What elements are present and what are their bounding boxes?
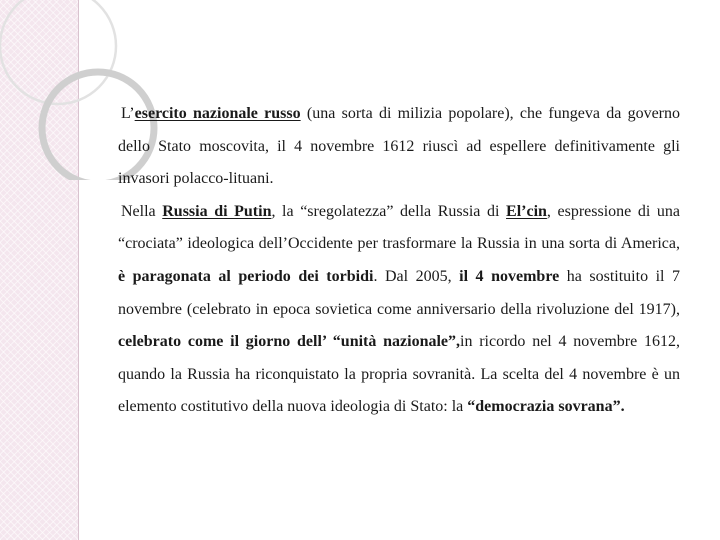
text-run: (una sorta di milizia popolare), che fungeva da governo dello Stato moscovita, il 4 novembre 1612 riuscì ad espellere definitivamente gli invasori polacco-lituani. [118,105,680,188]
term-democrazia-sovrana: “democrazia sovrana”. [467,398,625,416]
term-4-novembre: il 4 novembre [459,267,560,285]
slide-text [118,98,680,424]
text-run: , la “sregolatezza” della Russia di [271,202,507,220]
term-russia-di-putin: Russia di Putin [162,202,272,220]
text-run: in ricordo nel 4 novembre 1612, quando la Russia ha riconquistato la propria sovranità. La scelta del 4 novembre è un elemento costitutivo della nuova ideologia di Stato: la [118,333,681,416]
term-periodo-dei-torbidi: è paragonata al periodo dei torbidi [118,267,374,285]
text-run: L’ [121,105,135,122]
term-esercito-nazionale: esercito nazionale russo [134,105,301,122]
paragraph-russia-di-putin [118,196,680,424]
decorative-side-band [0,0,78,540]
term-unita-nazionale: celebrato come il giorno dell’ “unità nazionale”, [118,333,461,351]
text-run: . Dal 2005, [373,267,460,285]
paragraph-esercito [118,98,680,196]
text-run: ha sostituito il 7 novembre (celebrato in epoca sovietica come anniversario della rivoluzione del 1917), [118,267,681,318]
side-band-divider [78,0,79,540]
text-run: Nella [121,202,163,220]
term-elcin: El’cin [506,202,547,220]
text-run: , espressione di una “crociata” ideologica dell’Occidente per trasformare la Russia in una sorta di America, [118,202,680,253]
